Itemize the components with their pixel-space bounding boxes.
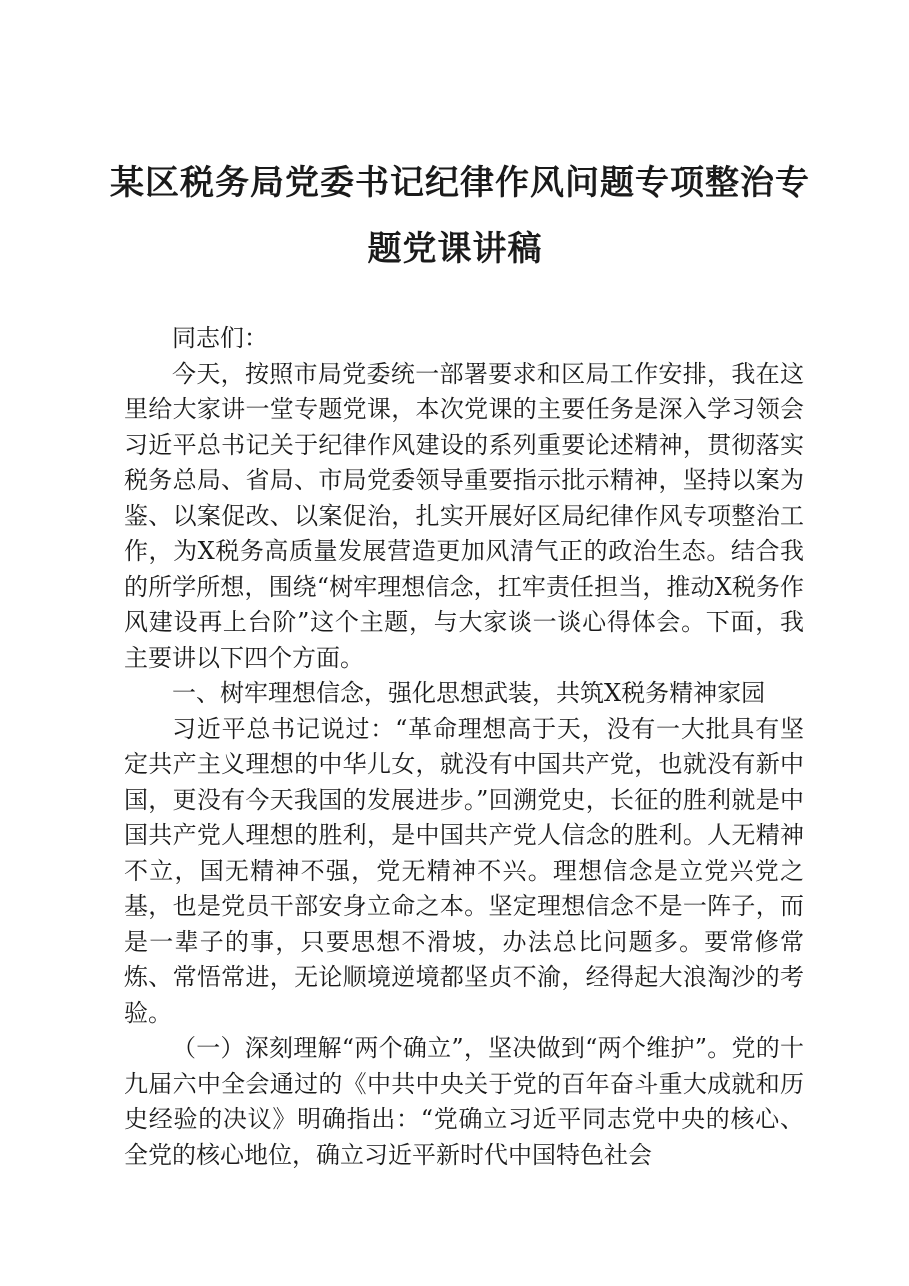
title-line-2: 题党课讲稿 bbox=[367, 229, 543, 269]
section-heading-1: 一、树牢理想信念，强化思想武装，共筑X税务精神家园 bbox=[172, 679, 766, 707]
document-body bbox=[124, 321, 804, 1173]
section-1-paragraph: 习近平总书记说过：“革命理想高于天，没有一大批具有坚定共产主义理想的中华儿女，就没有中国共产党，也就没有新中国，更没有今天我国的发展进步。”回溯党史，长征的胜利就是中国共产党人理想的胜利，是中国共产党人信念的胜利。人无精神不立，国无精神不强，党无精神不兴。理想信念是立党兴党之基，也是党员干部安身立命之本。坚定理想信念不是一阵子，而是一辈子的事，只要思想不滑坡，办法总比问题多。要常修常炼、常悟常进，无论顺境逆境都坚贞不渝，经得起大浪淘沙的考验。 bbox=[124, 714, 804, 1027]
subsection-1-paragraph: （一）深刻理解“两个确立”，坚决做到“两个维护”。党的十九届六中全会通过的《中共中央关于党的百年奋斗重大成就和历史经验的决议》明确指出：“党确立习近平同志党中央的核心、全党的核心地位，确立习近平新时代中国特色社会 bbox=[124, 1034, 804, 1169]
intro-paragraph: 今天，按照市局党委统一部署要求和区局工作安排，我在这里给大家讲一堂专题党课，本次党课的主要任务是深入学习领会习近平总书记关于纪律作风建设的系列重要论述精神，贯彻落实税务总局、省局、市局党委领导重要指示批示精神，坚持以案为鉴、以案促改、以案促治，扎实开展好区局纪律作风专项整治工作，为X税务高质量发展营造更加风清气正的政治生态。结合我的所学所想，围绕“树牢理想信念，扛牢责任担当，推动X税务作风建设再上台阶”这个主题，与大家谈一谈心得体会。下面，我主要讲以下四个方面。 bbox=[124, 359, 804, 672]
title-line-1: 某区税务局党委书记纪律作风问题专项整治专 bbox=[110, 163, 810, 203]
salutation: 同志们： bbox=[172, 324, 268, 352]
document-title bbox=[110, 150, 810, 282]
